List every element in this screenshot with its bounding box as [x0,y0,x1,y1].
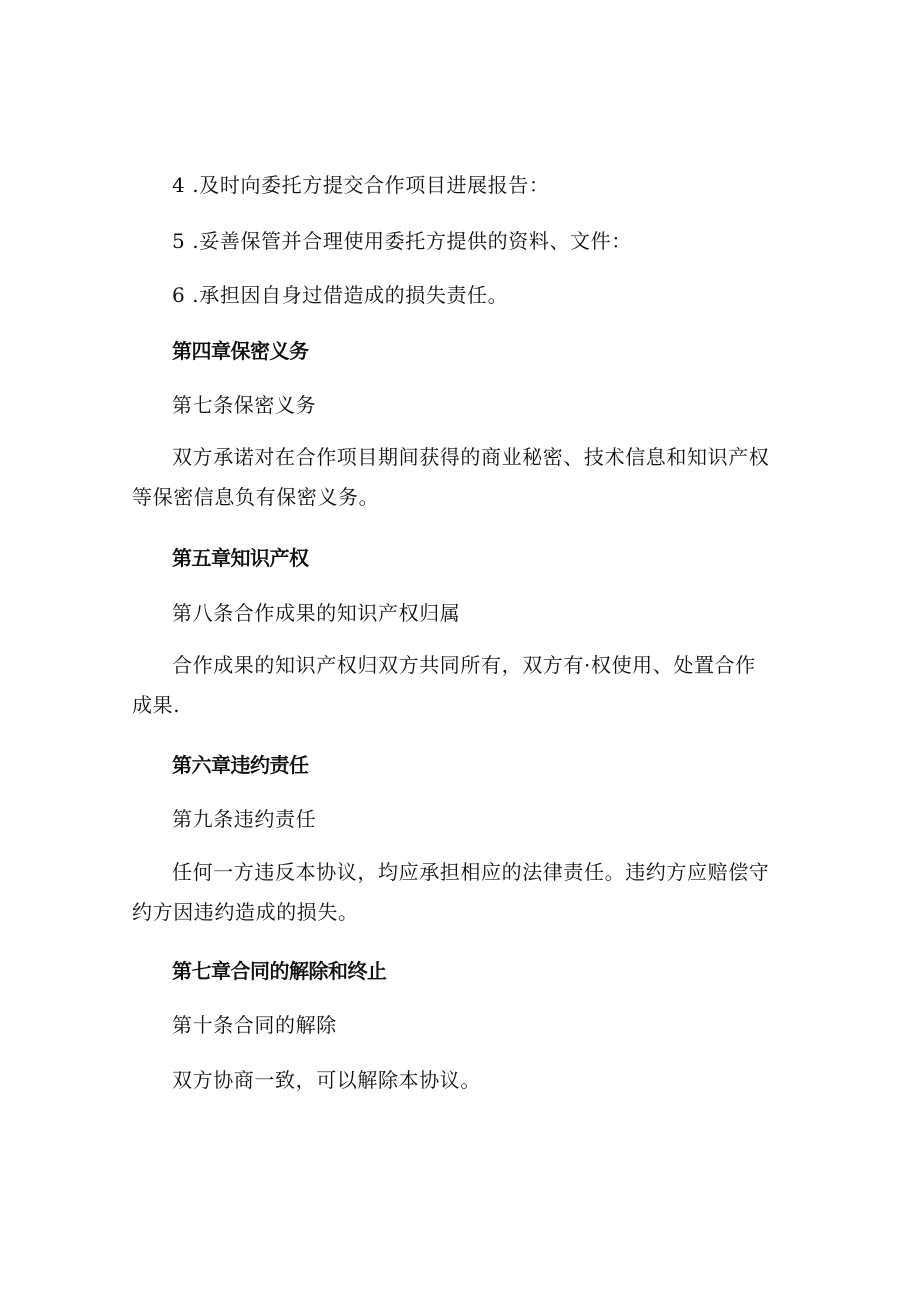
article-8-body: 合作成果的知识产权归双方共同所有，双方有·权使用、处置合作成果. [132,653,756,717]
list-item-5: 5 .妥善保管并合理使用委托方提供的资料、文件： [172,229,632,253]
chapter-5-heading: 第五章知识产权 [172,546,309,570]
article-9-body: 任何一方违反本协议，均应承担相应的法律责任。违约方应赔偿守约方因违约造成的损失。 [132,860,770,924]
chapter-4-heading: 第四章保密义务 [172,339,309,363]
article-7-title: 第七条保密义务 [172,393,317,417]
chapter-7-heading: 第七章合同的解除和终止 [172,959,387,983]
article-10-title: 第十条合同的解除 [172,1013,337,1037]
chapter-6-heading: 第六章违约责任 [172,753,309,777]
list-item-6: 6 .承担因自身过借造成的损失责任。 [172,283,509,307]
article-7-body: 双方承诺对在合作项目期间获得的商业秘密、技术信息和知识产权等保密信息负有保密义务。 [132,445,770,509]
article-8-title: 第八条合作成果的知识产权归属 [172,601,461,625]
list-item-4: 4 .及时向委托方提交合作项目进展报告： [172,173,550,197]
article-10-body: 双方协商一致，可以解除本协议。 [172,1068,481,1092]
article-9-title: 第九条违约责任 [172,807,317,831]
